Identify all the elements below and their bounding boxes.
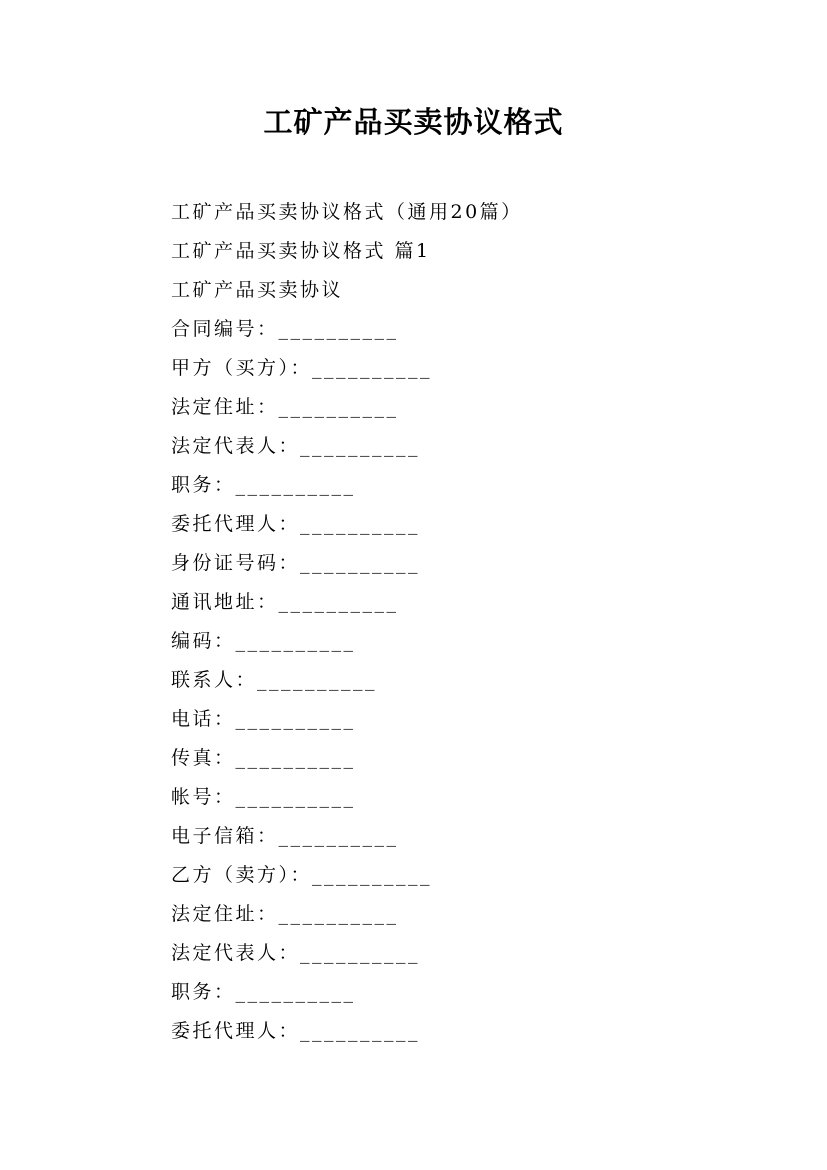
agreement-heading: 工矿产品买卖协议	[171, 279, 344, 301]
party-a-agent-field: 委托代理人：__________	[171, 513, 421, 535]
party-a-postcode-field: 编码：__________	[171, 630, 356, 652]
party-a-representative-field: 法定代表人：__________	[171, 435, 421, 457]
party-a-id-number-field: 身份证号码：__________	[171, 552, 421, 574]
party-a-position-field: 职务：__________	[171, 474, 356, 496]
document-title: 工矿产品买卖协议格式	[263, 105, 564, 139]
section-heading: 工矿产品买卖协议格式 篇1	[171, 240, 431, 262]
party-b-address-field: 法定住址：__________	[171, 903, 399, 925]
party-b-agent-field: 委托代理人：__________	[171, 1020, 421, 1042]
party-b-position-field: 职务：__________	[171, 981, 356, 1003]
party-a-field: 甲方（买方）：__________	[171, 357, 433, 379]
document-body	[171, 193, 691, 1051]
party-a-address-field: 法定住址：__________	[171, 396, 399, 418]
party-a-phone-field: 电话：__________	[171, 708, 356, 730]
collection-heading: 工矿产品买卖协议格式（通用20篇）	[171, 201, 523, 223]
contract-number-field: 合同编号：__________	[171, 318, 399, 340]
party-a-fax-field: 传真：__________	[171, 747, 356, 769]
party-a-account-field: 帐号：__________	[171, 786, 356, 808]
party-b-field: 乙方（卖方）：__________	[171, 864, 433, 886]
party-a-contact-field: 联系人：__________	[171, 669, 378, 691]
party-b-representative-field: 法定代表人：__________	[171, 942, 421, 964]
party-a-email-field: 电子信箱：__________	[171, 825, 399, 847]
party-a-mailing-address-field: 通讯地址：__________	[171, 591, 399, 613]
